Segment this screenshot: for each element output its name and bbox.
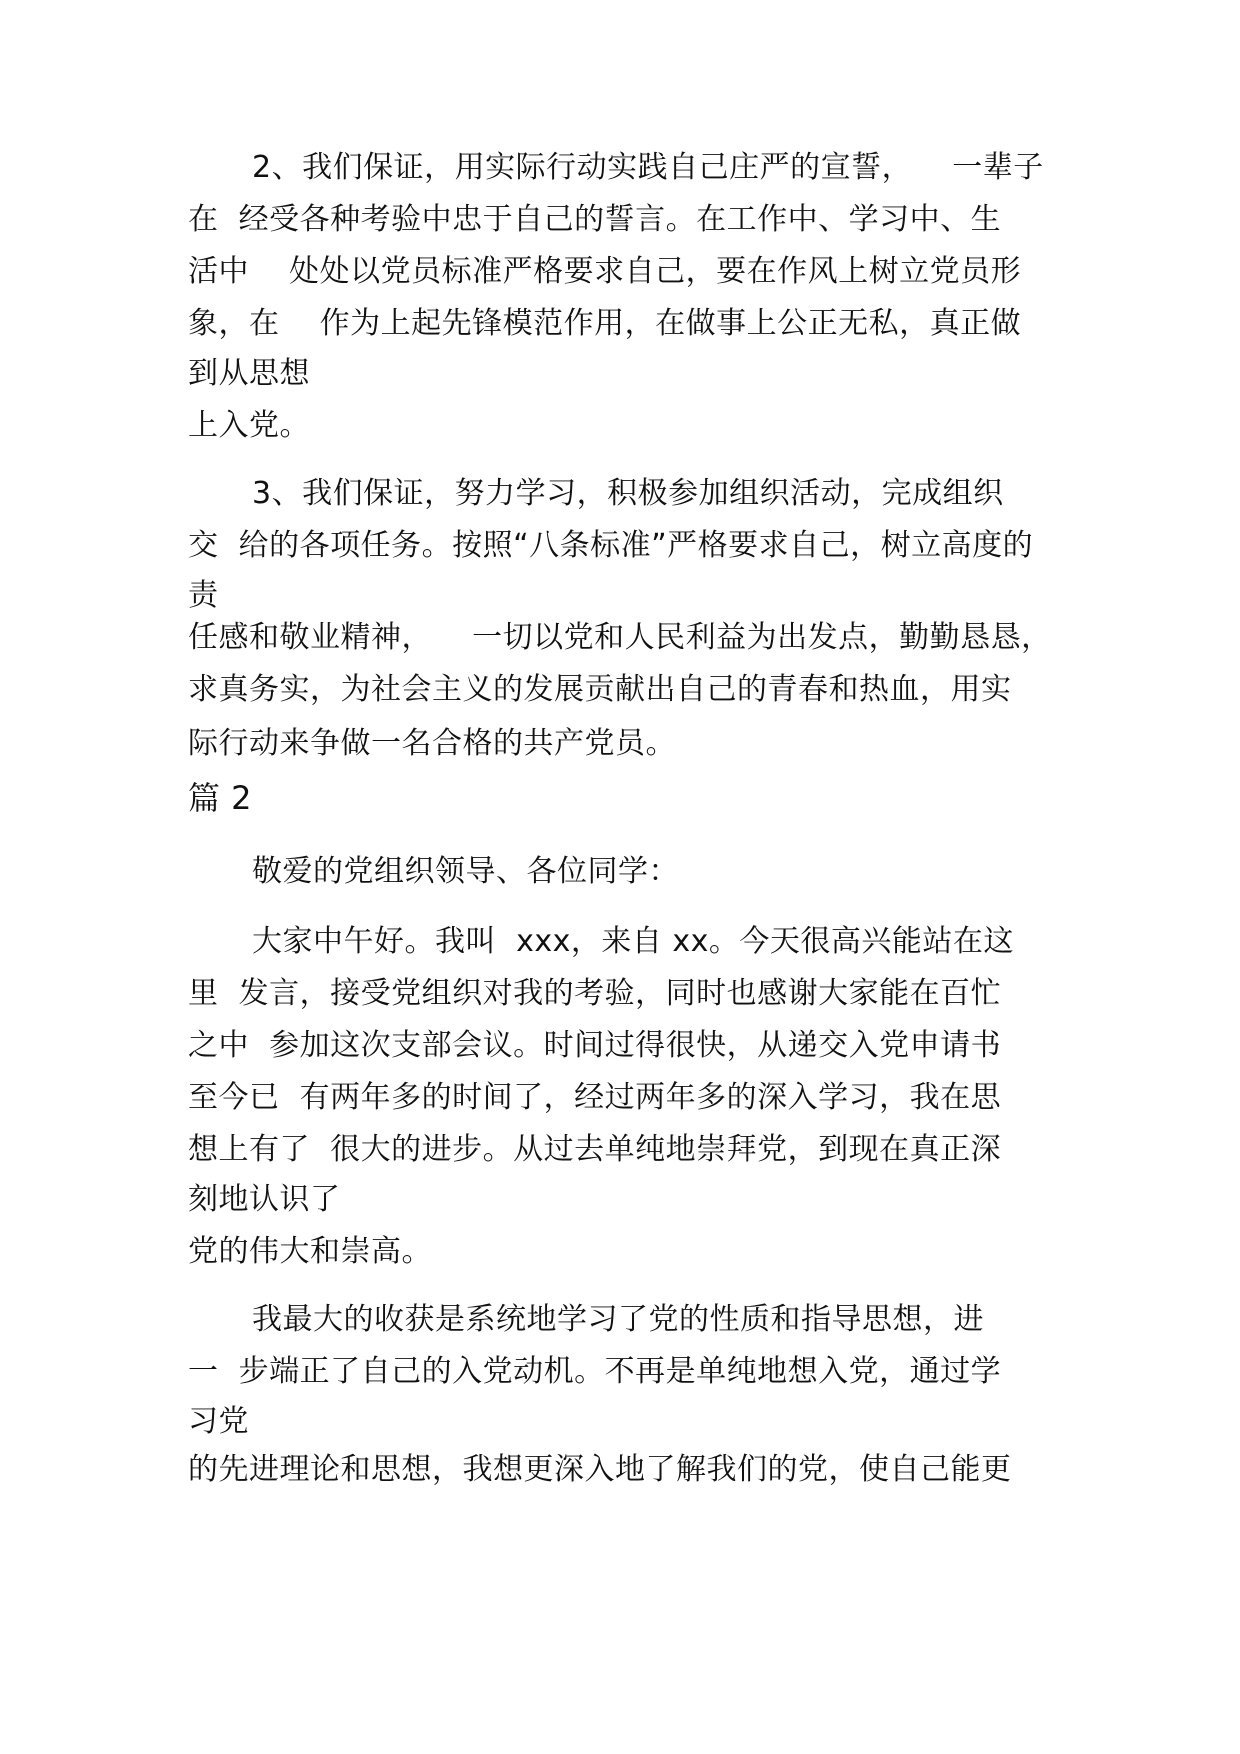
- paragraph-2-line-5: 求真务实，为社会主义的发展贡献出自己的青春和热血，用实: [188, 672, 1012, 707]
- paragraph-3-line-1: 大家中午好。我叫 xxx，来自 xx。今天很高兴能站在这: [252, 924, 1014, 959]
- section-heading: 篇 2: [188, 779, 253, 817]
- paragraph-4-line-4: 的先进理论和思想，我想更深入地了解我们的党，使自己能更: [188, 1452, 1012, 1487]
- paragraph-4-line-1: 我最大的收获是系统地学习了党的性质和指导思想，进: [252, 1302, 984, 1337]
- paragraph-1-line-5: 到从思想: [188, 356, 310, 391]
- paragraph-3-line-6: 刻地认识了: [188, 1182, 341, 1217]
- paragraph-1-line-4: 象，在 作为上起先锋模范作用，在做事上公正无私，真正做: [188, 306, 1022, 341]
- paragraph-3-line-5: 想上有了 很大的进步。从过去单纯地崇拜党，到现在真正深: [188, 1132, 1002, 1167]
- paragraph-3-line-7: 党的伟大和崇高。: [188, 1234, 432, 1269]
- paragraph-3-line-3: 之中 参加这次支部会议。时间过得很快，从递交入党申请书: [188, 1028, 1002, 1063]
- paragraph-1-line-3: 活中 处处以党员标准严格要求自己，要在作风上树立党员形: [188, 254, 1022, 289]
- salutation: 敬爱的党组织领导、各位同学：: [252, 854, 679, 889]
- paragraph-2-line-6: 际行动来争做一名合格的共产党员。: [188, 726, 676, 761]
- paragraph-1-line-2: 在 经受各种考验中忠于自己的誓言。在工作中、学习中、生: [188, 202, 1002, 237]
- paragraph-2-line-1: 3、我们保证，努力学习，积极参加组织活动，完成组织: [252, 476, 1004, 511]
- paragraph-1-line-1: 2、我们保证，用实际行动实践自己庄严的宣誓， 一辈子: [252, 150, 1044, 185]
- paragraph-2-line-4: 任感和敬业精神， 一切以党和人民利益为出发点，勤勤恳恳，: [188, 620, 1052, 655]
- paragraph-3-line-2: 里 发言，接受党组织对我的考验，同时也感谢大家能在百忙: [188, 976, 1002, 1011]
- paragraph-1-line-6: 上入党。: [188, 408, 310, 443]
- paragraph-2-line-3: 责: [188, 578, 219, 613]
- paragraph-4-line-3: 习党: [188, 1404, 249, 1439]
- paragraph-2-line-2: 交 给的各项任务。按照“八条标准”严格要求自己，树立高度的: [188, 528, 1034, 563]
- paragraph-4-line-2: 一 步端正了自己的入党动机。不再是单纯地想入党，通过学: [188, 1354, 1002, 1389]
- paragraph-3-line-4: 至今已 有两年多的时间了，经过两年多的深入学习，我在思: [188, 1080, 1002, 1115]
